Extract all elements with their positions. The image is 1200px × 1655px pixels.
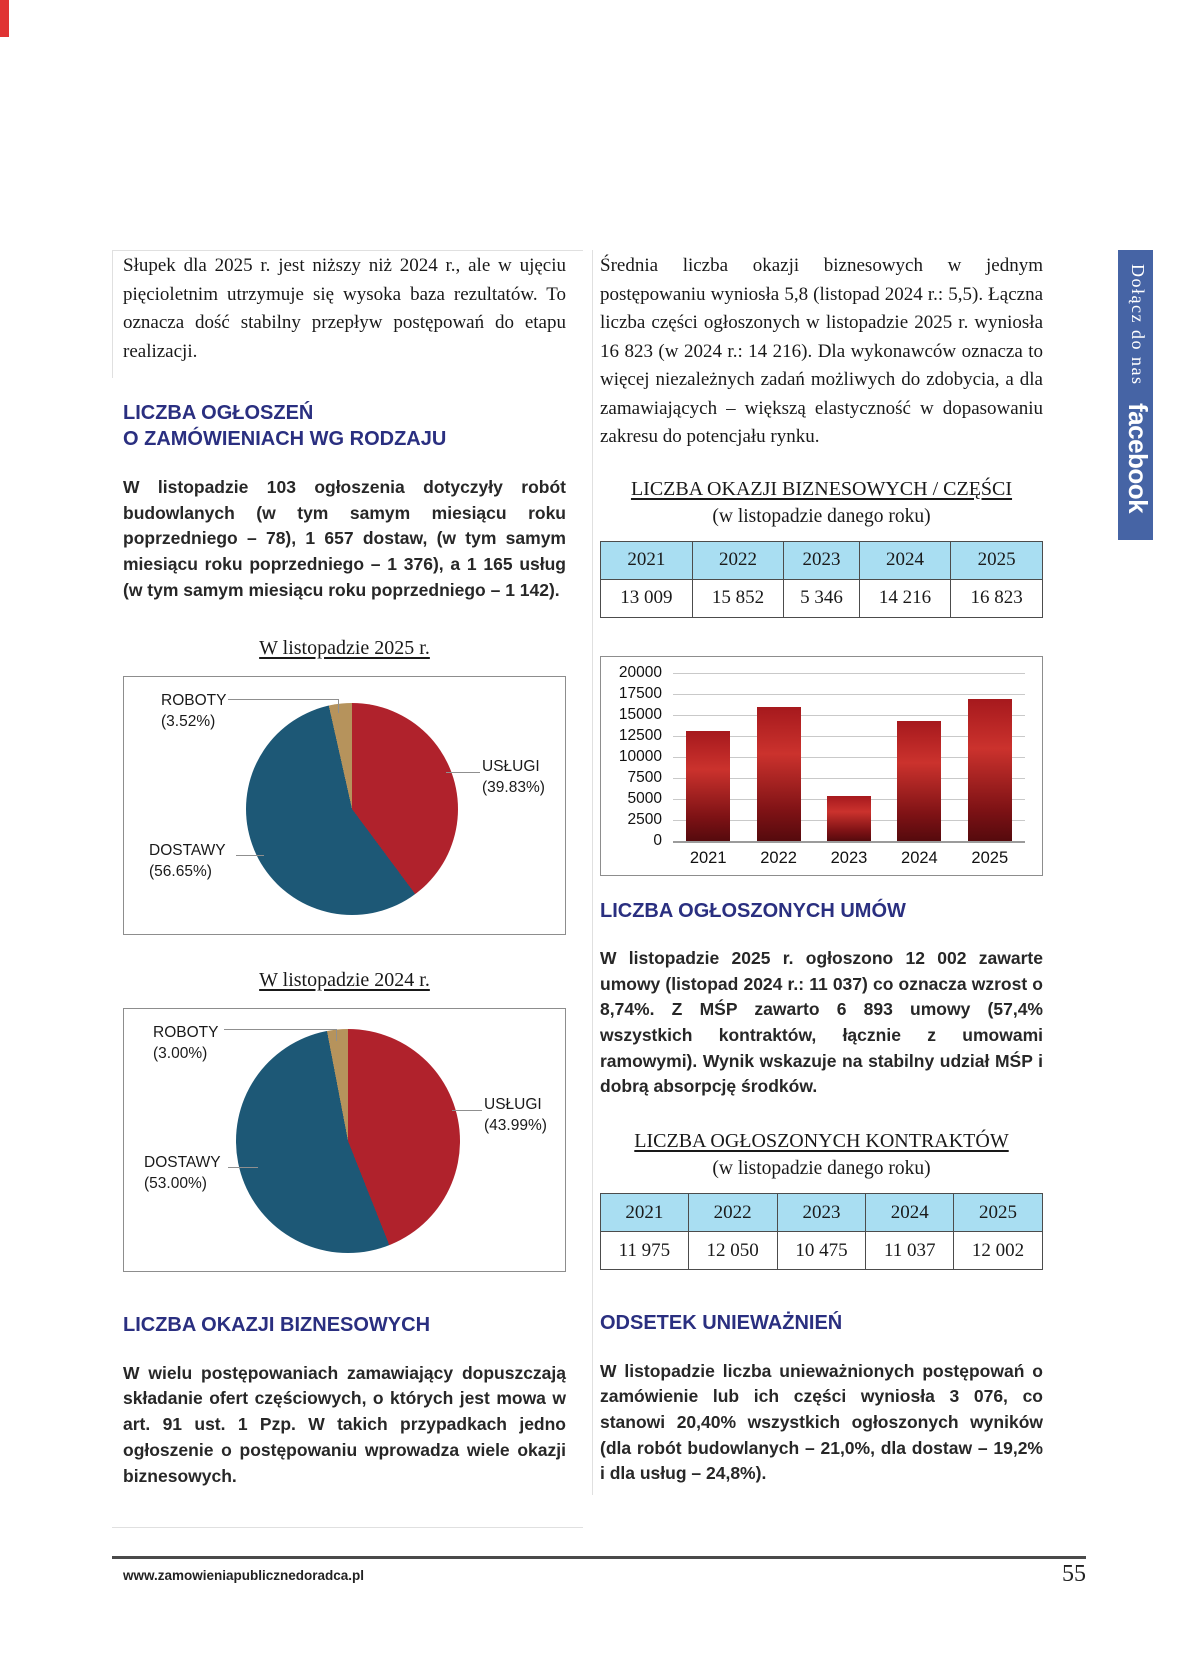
heading-line-1: LICZBA OGŁOSZEŃ [123,402,314,424]
value-cell: 14 216 [859,579,951,617]
table-kontrakty-title-text: LICZBA OGŁOSZONYCH KONTRAKTÓW [634,1130,1009,1153]
column-divider-hairline [592,250,593,1495]
slice-name: ROBOTY [153,1024,219,1042]
year-header-cell: 2021 [601,541,693,579]
year-header-cell: 2025 [951,541,1043,579]
y-axis-tick-label: 20000 [618,663,662,681]
layout-hairline [112,1527,583,1528]
facebook-join-label: Dołącz do nas [1128,264,1148,386]
bar-2024 [897,721,941,840]
table-kontrakty-title [600,1130,1043,1153]
table-okazje-title-text: LICZBA OKAZJI BIZNESOWYCH / CZĘŚCI [630,477,1013,500]
x-axis-tick-label: 2023 [830,848,868,867]
pie-chart-2024 [236,1029,460,1253]
year-header-cell: 2021 [601,1194,689,1232]
left-column [123,252,566,1489]
pie-chart-2025 [246,703,458,915]
pie-2024-title [123,969,566,992]
pie-label-dostawy [144,1153,221,1195]
heading-uniewaznienia: ODSETEK UNIEWAŻNIEŃ [600,1312,843,1335]
year-header-cell: 2024 [866,1194,954,1232]
footer-rule [112,1556,1086,1559]
year-header-cell: 2023 [784,541,859,579]
year-header-cell: 2025 [954,1194,1043,1232]
slice-name: DOSTAWY [144,1154,221,1172]
intro-paragraph-left: Słupek dla 2025 r. jest niższy niż 2024 r., ale w ujęciu pięcioletnim utrzymuje się wysoka baza rezultatów. To oznacza dość stabilny przepływ postępowań do etapu realizacji. [123,255,566,362]
leader-line [224,1029,336,1030]
y-axis-tick-label: 2500 [627,810,662,828]
slice-percent: (3.52%) [161,713,216,731]
year-header-cell: 2023 [777,1194,866,1232]
value-cell: 10 475 [777,1232,866,1270]
y-axis-tick-label: 10000 [618,747,662,765]
x-axis-tick-label: 2024 [901,848,938,867]
paragraph-okazje: W wielu postępowaniach zamawiający dopuszczają składanie ofert częściowych, o których jest mowa w art. 91 ust. 1 Pzp. W takich przypadkach jedno ogłoszenie o postępowaniu wprowadza wiele okazji biznesowych. [123,1362,566,1486]
y-axis-tick-label: 12500 [618,726,662,744]
slice-name: ROBOTY [161,692,227,710]
value-cell: 15 852 [692,579,784,617]
leader-line [228,699,338,700]
slice-name: USŁUGI [482,758,540,776]
bar-2025 [968,699,1012,840]
leader-line [236,855,264,856]
pie-label-uslugi [484,1095,547,1137]
year-header-cell: 2022 [692,541,784,579]
bar-xlabels [673,849,1025,871]
heading-liczba-ogloszen [123,400,566,453]
bar-plot [673,673,1025,843]
value-cell: 11 975 [601,1232,689,1270]
intro-paragraph-right: Średnia liczba okazji biznesowych w jednym postępowaniu wyniosła 5,8 (listopad 2024 r.: 5,5). Łączna liczba części ogłoszonych w listopadzie 2025 r. wyniosła 16 823 (w 2024 r.: 14 216). Dla wykonawców oznacza to więcej niezależnych zadań możliwych do zdobycia, a dla zamawiających – większą elastyczność w dopasowaniu zakresu do potencjału rynku. [600,255,1043,447]
pie-2025-title-text: W listopadzie 2025 r. [259,637,430,660]
table-okazje-biznesowe [600,541,1043,618]
heading-line-2: O ZAMÓWIENIACH WG RODZAJU [123,428,447,451]
leader-line [446,772,480,773]
gridline [673,694,1025,695]
slice-name: USŁUGI [484,1096,542,1114]
pie-2025-title [123,637,566,660]
bar-2023 [827,796,871,841]
slice-percent: (43.99%) [484,1117,547,1135]
gridline [673,673,1025,674]
scan-edge-artifact [0,0,9,37]
value-cell: 12 050 [688,1232,777,1270]
x-axis-tick-label: 2022 [760,848,797,867]
pie-chart-2025-frame [123,676,566,935]
pie-label-roboty [161,691,226,733]
paragraph-uniewaznienia: W listopadzie liczba unieważnionych postępowań o zamówienie lub ich części wyniosła 3 076, co stanowi 20,40% wszystkich ogłoszonych wyników (dla robót budowlanych – 21,0%, dla dostaw – 19,2% i dla usług – 24,8%). [600,1360,1043,1484]
right-column [600,252,1043,1487]
x-axis-tick-label: 2025 [971,848,1009,867]
pie-chart-2024-frame [123,1008,566,1272]
table-kontrakty-subtitle: (w listopadzie danego roku) [712,1158,931,1180]
value-cell: 5 346 [784,579,859,617]
bar-2021 [686,731,730,840]
heading-umowy: LICZBA OGŁOSZONYCH UMÓW [600,899,906,922]
bar-ylabels [601,657,667,875]
year-header-cell: 2022 [688,1194,777,1232]
value-cell: 12 002 [954,1232,1043,1270]
slice-percent: (53.00%) [144,1175,207,1193]
leader-line [452,1110,482,1111]
table-kontrakty [600,1193,1043,1270]
page-number: 55 [1062,1561,1086,1587]
y-axis-tick-label: 5000 [627,789,662,807]
table-okazje-title [600,478,1043,501]
paragraph-umowy: W listopadzie 2025 r. ogłoszono 12 002 zawarte umowy (listopad 2024 r.: 11 037) co oznacza wzrost o 8,74%. Z MŚP zawarto 6 893 umowy (57,4% wszystkich kontraktów, łącznie z umowami ramowymi). Wynik wskazuje na stabilny udział MŚP i dobrą absorpcję środków. [600,947,1043,1097]
table-okazje-subtitle: (w listopadzie danego roku) [712,505,931,527]
value-cell: 11 037 [866,1232,954,1270]
y-axis-tick-label: 7500 [627,768,662,786]
facebook-join-banner[interactable] [1118,250,1153,540]
year-header-cell: 2024 [859,541,951,579]
pie-2024-title-text: W listopadzie 2024 r. [259,969,430,992]
slice-percent: (3.00%) [153,1045,208,1063]
y-axis-tick-label: 0 [653,831,662,849]
leader-line [338,699,339,713]
pie-label-uslugi [482,757,545,799]
layout-hairline [112,250,113,378]
y-axis-tick-label: 17500 [618,684,662,702]
leader-line [228,1167,258,1168]
x-axis-tick-label: 2021 [689,848,727,867]
footer-website: www.zamowieniapublicznedoradca.pl [123,1568,365,1583]
paragraph-ogloszenia: W listopadzie 103 ogłoszenia dotyczyły robót budowlanych (w tym samym miesiącu roku poprzedniego – 78), 1 657 dostaw, (w tym samym miesiącu roku poprzedniego – 1 376), a 1 165 usług (w tym samym miesiącu roku poprzedniego – 1 142). [123,476,566,600]
heading-okazje-biznesowe: LICZBA OKAZJI BIZNESOWYCH [123,1314,431,1337]
slice-name: DOSTAWY [149,842,226,860]
layout-hairline [112,250,583,251]
bar-chart-frame [600,656,1043,876]
facebook-logo-text: facebook [1123,403,1153,514]
leader-line [336,1029,337,1041]
y-axis-tick-label: 15000 [618,705,662,723]
value-cell: 13 009 [601,579,693,617]
bar-2022 [757,707,801,840]
value-cell: 16 823 [951,579,1043,617]
pie-label-roboty [153,1023,218,1065]
pie-label-dostawy [149,841,226,883]
slice-percent: (39.83%) [482,779,545,797]
slice-percent: (56.65%) [149,863,212,881]
